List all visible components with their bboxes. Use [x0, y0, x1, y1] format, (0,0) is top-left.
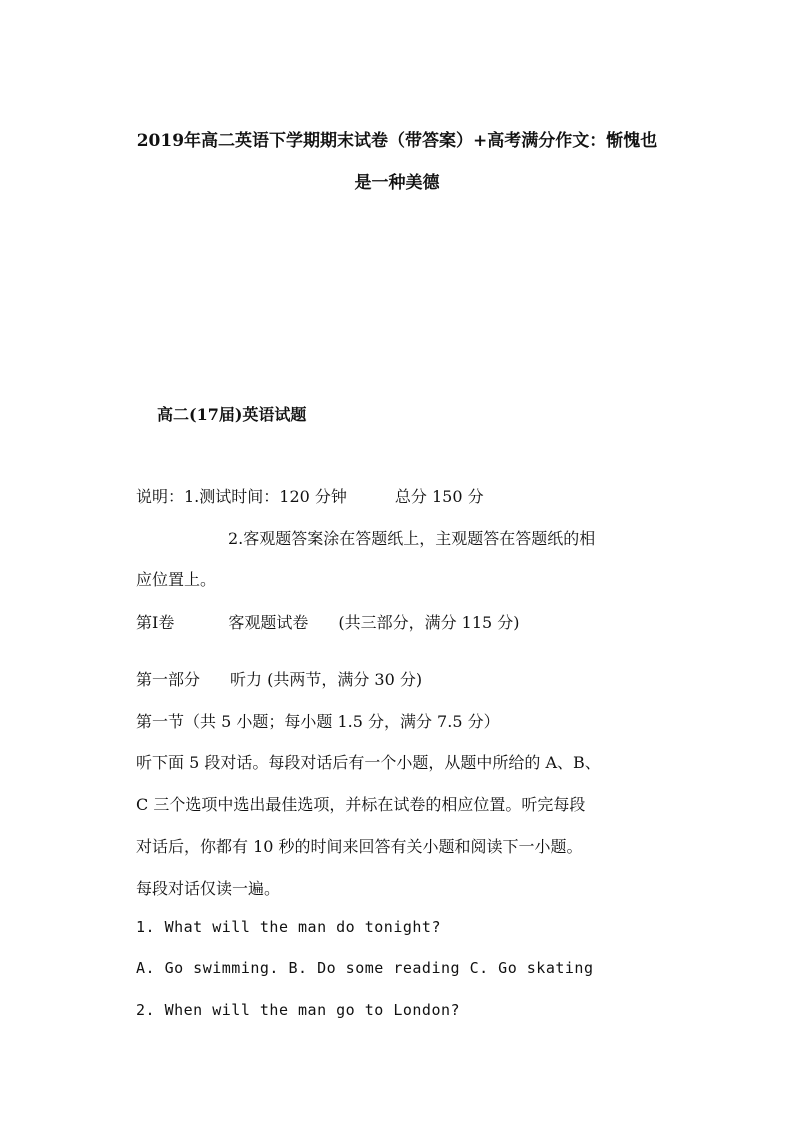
instructions-label: 说明：1.测试时间：120 分钟	[136, 487, 347, 506]
part-1-heading	[136, 667, 422, 690]
document-title-line-2: 是一种美德	[354, 173, 440, 193]
volume-1-note: (共三部分，满分 115 分)	[338, 613, 520, 632]
volume-1-name: 第Ⅰ卷	[136, 613, 175, 632]
section-1-directions-line-2: C 三个选项中选出最佳选项，并标在试卷的相应位置。听完每段	[136, 795, 586, 814]
document-title-line-1: 2019年高二英语下学期期末试卷（带答案）+高考满分作文：惭愧也	[136, 131, 658, 151]
question-1-options: A. Go swimming. B. Do some reading C. Go skating	[136, 959, 594, 977]
part-1-subtitle: 听力 (共两节，满分 30 分)	[230, 670, 423, 689]
section-1-directions-line-1: 听下面 5 段对话。每段对话后有一个小题，从题中所给的 A、B、	[136, 753, 601, 772]
instructions-item-2-line-1: 2.客观题答案涂在答题纸上，主观题答在答题纸的相	[228, 529, 596, 548]
question-1: 1. What will the man do tonight?	[136, 918, 441, 936]
question-2: 2. When will the man go to London?	[136, 1001, 461, 1019]
exam-heading: 高二(17届)英语试题	[157, 405, 307, 424]
part-1-name: 第一部分	[136, 670, 201, 689]
instructions-line-1	[136, 484, 484, 507]
section-1-directions-line-4: 每段对话仅读一遍。	[136, 879, 281, 898]
instructions-total-score: 总分 150 分	[394, 487, 484, 506]
volume-1-heading	[136, 610, 520, 633]
instructions-item-2-line-2: 应位置上。	[136, 570, 217, 589]
section-1-heading: 第一节（共 5 小题；每小题 1.5 分，满分 7.5 分）	[136, 712, 500, 731]
volume-1-subtitle: 客观题试卷	[228, 613, 309, 632]
section-1-directions-line-3: 对话后，你都有 10 秒的时间来回答有关小题和阅读下一小题。	[136, 837, 583, 856]
